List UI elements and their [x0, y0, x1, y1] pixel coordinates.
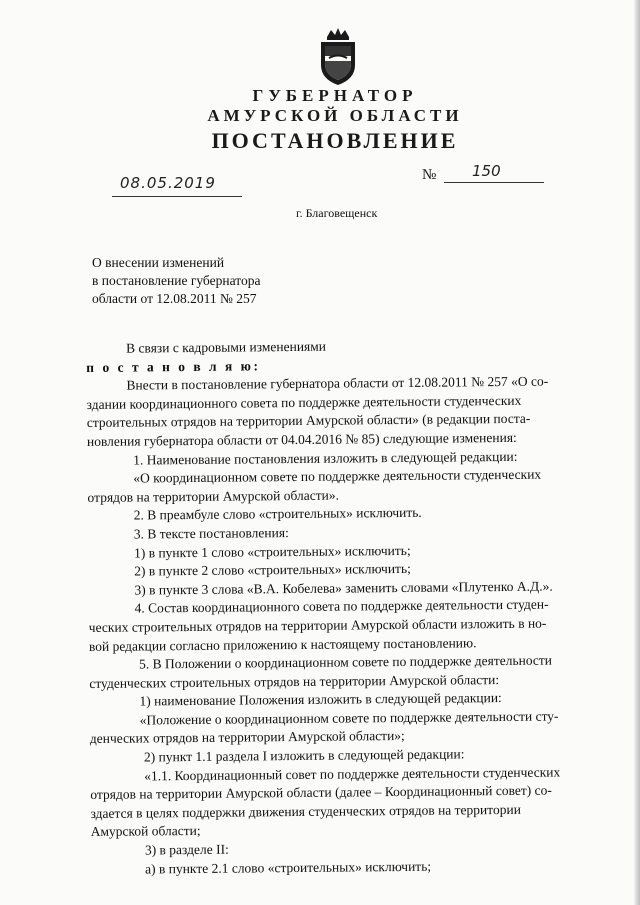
subject-line: О внесении изменений	[92, 255, 225, 270]
body-line: Амурской области;	[90, 823, 201, 840]
body-line: 1) наименование Положения изложить в следующей редакции:	[139, 690, 502, 709]
number-value: 150	[472, 162, 501, 180]
body-line: 3) в пункте 3 слова «В.А. Кобелева» заменить словами «Плутенко А.Д.».	[134, 578, 553, 598]
body-line: В связи с кадровыми изменениями	[126, 338, 327, 356]
body-line: отрядов на территории Амурской области».	[87, 487, 340, 505]
header-title: ГУБЕРНАТОР	[252, 86, 418, 105]
number-field	[444, 164, 544, 183]
number-label: №	[422, 167, 437, 183]
date-field	[112, 176, 242, 197]
body-line: «Положение о координационном совете по поддержке деятельности сту-	[139, 708, 559, 728]
body-line: строительных отрядов на территории Амурской области» (в редакции поста-	[86, 411, 531, 431]
date-value: 08.05.2019	[120, 174, 216, 192]
body-line: 1) в пункте 1 слово «строительных» исключить;	[133, 542, 411, 561]
body-line: «1.1. Координационный совет по поддержке деятельности студенческих	[144, 764, 561, 784]
document-subject	[92, 254, 260, 308]
body-line: «О координационном совете по поддержке деятельности студенческих	[133, 466, 542, 486]
body-line: 2) пункт 1.1 раздела I изложить в следующей редакции:	[143, 746, 465, 765]
scan-edge	[634, 0, 640, 905]
body-line: 3) в разделе II:	[144, 841, 229, 858]
body-line: Внести в постановление губернатора области от 12.08.2011 № 257 «О со-	[126, 373, 549, 393]
body-line: здается в целях поддержки движения студенческих отрядов на территории	[90, 801, 521, 821]
body-line: студенческих строительных отрядов на территории Амурской области:	[89, 671, 500, 691]
body-line: ческих строительных отрядов на территории Амурской области изложить в но-	[88, 615, 547, 635]
body-line: 5. В Положении о координационном совете по поддержке деятельности	[139, 652, 553, 672]
city-label: г. Благовещенск	[296, 206, 378, 220]
subject-line: в постановление губернатора	[92, 273, 261, 288]
body-line: п о с т а н о в л я ю:	[86, 357, 261, 375]
body-line: а) в пункте 2.1 слово «строительных» исключить;	[145, 858, 432, 877]
body-line: денческих отрядов на территории Амурской области»;	[89, 728, 405, 747]
header-region: АМУРСКОЙ ОБЛАСТИ	[207, 106, 463, 125]
body-line: 3. В тексте постановления:	[133, 525, 289, 542]
body-line: 1. Наименование постановления изложить в следующей редакции:	[133, 448, 518, 468]
body-line: 4. Состав координационного совета по поддержке деятельности студен-	[134, 596, 549, 616]
body-line: вой редакции согласно приложению к настоящему постановлению.	[88, 634, 477, 654]
subject-line: области от 12.08.2011 № 257	[92, 291, 257, 306]
body-line: новления губернатора области от 04.04.2016 № 85) следующие изменения:	[86, 429, 517, 449]
document-body	[86, 335, 621, 879]
body-line: 2. В преамбуле слово «строительных» исключить.	[133, 505, 422, 523]
body-line: 2) в пункте 2 слово «строительных» исключить;	[134, 561, 411, 579]
document-type: ПОСТАНОВЛЕНИЕ	[211, 128, 459, 153]
coat-of-arms-icon	[315, 27, 361, 87]
body-line: отрядов на территории Амурской области (далее – Координационный совет) со-	[90, 782, 552, 803]
body-line: здании координационного совета по поддержке деятельности студенческих	[86, 392, 522, 412]
